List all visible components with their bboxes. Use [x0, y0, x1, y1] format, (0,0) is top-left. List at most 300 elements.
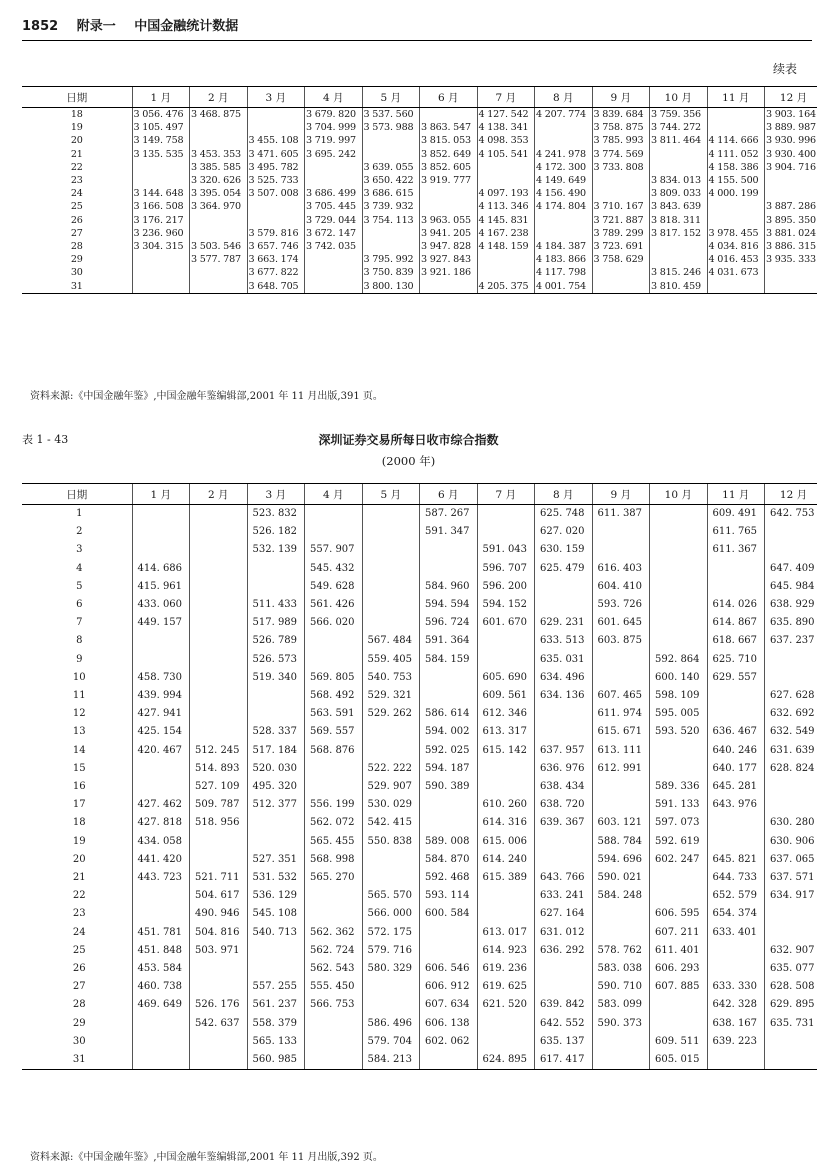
value-cell: [190, 632, 248, 650]
value-cell: 514. 893: [190, 760, 248, 778]
value-cell: [592, 541, 650, 559]
value-cell: [707, 578, 765, 596]
value-cell: 4 148. 159: [477, 240, 535, 253]
value-cell: 602. 062: [420, 1033, 478, 1051]
value-cell: [477, 505, 535, 524]
value-cell: [477, 253, 535, 266]
value-cell: [305, 266, 363, 279]
value-cell: 611. 765: [707, 523, 765, 541]
table-row: [22, 121, 817, 134]
month-column-header: 8 月: [535, 87, 593, 108]
value-cell: 639. 842: [535, 996, 593, 1014]
value-cell: [535, 851, 593, 869]
value-cell: [477, 523, 535, 541]
month-column-header: 8 月: [535, 484, 593, 505]
value-cell: [477, 632, 535, 650]
value-cell: 3 525. 733: [247, 174, 305, 187]
value-cell: [190, 651, 248, 669]
value-cell: 3 839. 684: [592, 108, 650, 122]
month-column-header: 12 月: [765, 484, 817, 505]
table-header-row: [22, 484, 817, 505]
table-row: [22, 796, 817, 814]
date-cell: 7: [76, 617, 83, 629]
value-cell: [305, 161, 363, 174]
value-cell: [132, 1015, 190, 1033]
value-cell: 3 785. 993: [592, 134, 650, 147]
value-cell: [190, 960, 248, 978]
value-cell: 624. 895: [477, 1051, 535, 1070]
value-cell: [765, 523, 817, 541]
value-cell: [132, 1033, 190, 1051]
value-cell: 427. 941: [132, 705, 190, 723]
value-cell: [707, 1051, 765, 1070]
date-column-header: 日期: [22, 484, 132, 505]
date-cell: 24: [70, 188, 83, 200]
date-cell: 15: [72, 762, 86, 774]
value-cell: 635. 031: [535, 651, 593, 669]
value-cell: 568. 492: [305, 687, 363, 705]
value-cell: 633. 401: [707, 924, 765, 942]
value-cell: 420. 467: [132, 742, 190, 760]
date-cell: 22: [72, 890, 86, 902]
value-cell: [707, 214, 765, 227]
value-cell: 3 963. 055: [420, 214, 478, 227]
date-cell: 22: [70, 161, 83, 173]
value-cell: 607. 885: [650, 978, 708, 996]
value-cell: 639. 367: [535, 814, 593, 832]
value-cell: [477, 1033, 535, 1051]
value-cell: [592, 1051, 650, 1070]
value-cell: 580. 329: [362, 960, 420, 978]
value-cell: 3 815. 246: [650, 266, 708, 279]
value-cell: 3 672. 147: [305, 227, 363, 240]
table-row: [22, 108, 817, 122]
value-cell: 458. 730: [132, 669, 190, 687]
value-cell: 583. 099: [592, 996, 650, 1014]
value-cell: 565. 133: [247, 1033, 305, 1051]
table-row: [22, 705, 817, 723]
date-cell: 26: [70, 214, 83, 226]
value-cell: [592, 924, 650, 942]
value-cell: 3 721. 887: [592, 214, 650, 227]
table-row: [22, 227, 817, 240]
value-cell: 3 881. 024: [765, 227, 817, 240]
value-cell: 3 935. 333: [765, 253, 817, 266]
value-cell: 517. 184: [247, 742, 305, 760]
date-cell: 10: [72, 671, 86, 683]
value-cell: 562. 543: [305, 960, 363, 978]
value-cell: 3 364. 970: [190, 200, 248, 213]
date-cell: 2: [76, 526, 83, 538]
value-cell: 632. 549: [765, 723, 817, 741]
value-cell: 637. 237: [765, 632, 817, 650]
value-cell: 590. 021: [592, 869, 650, 887]
value-cell: [190, 505, 248, 524]
month-column-header: 4 月: [305, 484, 363, 505]
value-cell: 569. 557: [305, 723, 363, 741]
value-cell: 614. 240: [477, 851, 535, 869]
month-column-header: 7 月: [477, 87, 535, 108]
value-cell: 565. 570: [362, 887, 420, 905]
value-cell: [650, 1015, 708, 1033]
value-cell: 610. 260: [477, 796, 535, 814]
month-column-header: 11 月: [707, 484, 765, 505]
date-cell: 27: [70, 227, 83, 239]
table-row: [22, 174, 817, 187]
value-cell: [305, 1051, 363, 1070]
value-cell: [592, 280, 650, 294]
value-cell: 3 468. 875: [190, 108, 248, 122]
value-cell: 629. 895: [765, 996, 817, 1014]
value-cell: [535, 978, 593, 996]
value-cell: 607. 634: [420, 996, 478, 1014]
value-cell: 566. 753: [305, 996, 363, 1014]
value-cell: 3 774. 569: [592, 148, 650, 161]
value-cell: 625. 710: [707, 651, 765, 669]
value-cell: 453. 584: [132, 960, 190, 978]
table-row: [22, 978, 817, 996]
value-cell: [420, 1051, 478, 1070]
table-row: [22, 924, 817, 942]
value-cell: 640. 246: [707, 742, 765, 760]
table-header-row: [22, 87, 817, 108]
month-column-header: 3 月: [247, 87, 305, 108]
value-cell: [765, 796, 817, 814]
table-row: [22, 723, 817, 741]
value-cell: [362, 869, 420, 887]
value-cell: 606. 546: [420, 960, 478, 978]
value-cell: [362, 996, 420, 1014]
value-cell: 3 947. 828: [420, 240, 478, 253]
value-cell: [707, 814, 765, 832]
value-cell: [592, 905, 650, 923]
value-cell: [477, 778, 535, 796]
value-cell: 511. 433: [247, 596, 305, 614]
value-cell: 612. 991: [592, 760, 650, 778]
value-cell: [132, 266, 190, 279]
value-cell: 556. 199: [305, 796, 363, 814]
value-cell: 579. 716: [362, 942, 420, 960]
value-cell: 605. 015: [650, 1051, 708, 1070]
value-cell: 588. 784: [592, 833, 650, 851]
page-number: 1852: [22, 19, 59, 34]
value-cell: 526. 789: [247, 632, 305, 650]
value-cell: 520. 030: [247, 760, 305, 778]
date-cell: 29: [72, 1017, 86, 1029]
value-cell: 427. 818: [132, 814, 190, 832]
value-cell: 3 863. 547: [420, 121, 478, 134]
value-cell: 3 930. 996: [765, 134, 817, 147]
value-cell: 3 686. 499: [305, 187, 363, 200]
table-row: [22, 760, 817, 778]
value-cell: 634. 136: [535, 687, 593, 705]
value-cell: 638. 167: [707, 1015, 765, 1033]
value-cell: [420, 687, 478, 705]
value-cell: 3 471. 605: [247, 148, 305, 161]
value-cell: 635. 077: [765, 960, 817, 978]
date-cell: 13: [72, 726, 86, 738]
value-cell: 635. 731: [765, 1015, 817, 1033]
value-cell: 645. 984: [765, 578, 817, 596]
value-cell: 3 663. 174: [247, 253, 305, 266]
value-cell: 584. 248: [592, 887, 650, 905]
value-cell: 540. 753: [362, 669, 420, 687]
value-cell: 545. 108: [247, 905, 305, 923]
value-cell: 441. 420: [132, 851, 190, 869]
value-cell: [650, 541, 708, 559]
table-row: [22, 578, 817, 596]
value-cell: 529. 262: [362, 705, 420, 723]
value-cell: 631. 012: [535, 924, 593, 942]
value-cell: [362, 541, 420, 559]
value-cell: 569. 805: [305, 669, 363, 687]
value-cell: [190, 1051, 248, 1070]
value-cell: 460. 738: [132, 978, 190, 996]
table-subtitle: (2000 年): [381, 454, 436, 468]
month-column-header: 5 月: [362, 87, 420, 108]
date-cell: 19: [72, 835, 86, 847]
value-cell: 3 503. 546: [190, 240, 248, 253]
value-cell: 632. 907: [765, 942, 817, 960]
value-cell: 606. 595: [650, 905, 708, 923]
value-cell: [362, 227, 420, 240]
value-cell: [765, 924, 817, 942]
value-cell: [190, 523, 248, 541]
value-cell: 3 927. 843: [420, 253, 478, 266]
value-cell: [650, 887, 708, 905]
value-cell: 634. 496: [535, 669, 593, 687]
value-cell: 593. 520: [650, 723, 708, 741]
value-cell: 591. 364: [420, 632, 478, 650]
value-cell: [592, 523, 650, 541]
value-cell: [765, 669, 817, 687]
value-cell: 561. 426: [305, 596, 363, 614]
value-cell: [362, 505, 420, 524]
date-cell: 17: [72, 799, 86, 811]
date-cell: 29: [70, 254, 83, 266]
value-cell: 584. 870: [420, 851, 478, 869]
value-cell: 565. 270: [305, 869, 363, 887]
value-cell: [247, 705, 305, 723]
value-cell: 526. 182: [247, 523, 305, 541]
value-cell: 529. 907: [362, 778, 420, 796]
value-cell: 518. 956: [190, 814, 248, 832]
value-cell: [477, 905, 535, 923]
value-cell: [190, 851, 248, 869]
table-row: [22, 505, 817, 524]
value-cell: 3 679. 820: [305, 108, 363, 122]
month-column-header: 1 月: [132, 87, 190, 108]
value-cell: 594. 696: [592, 851, 650, 869]
value-cell: 3 818. 311: [650, 214, 708, 227]
value-cell: 532. 139: [247, 541, 305, 559]
continued-index-table: [22, 86, 817, 294]
value-cell: [362, 134, 420, 147]
value-cell: 589. 336: [650, 778, 708, 796]
value-cell: 3 889. 987: [765, 121, 817, 134]
value-cell: 4 184. 387: [535, 240, 593, 253]
table-row: [22, 960, 817, 978]
date-cell: 21: [70, 148, 83, 160]
value-cell: [132, 760, 190, 778]
value-cell: 619. 236: [477, 960, 535, 978]
value-cell: [707, 705, 765, 723]
month-column-header: 12 月: [765, 87, 817, 108]
date-cell: 30: [70, 267, 83, 279]
value-cell: 636. 976: [535, 760, 593, 778]
value-cell: 451. 848: [132, 942, 190, 960]
value-cell: 549. 628: [305, 578, 363, 596]
value-cell: 3 810. 459: [650, 280, 708, 294]
value-cell: 613. 017: [477, 924, 535, 942]
value-cell: 490. 946: [190, 905, 248, 923]
value-cell: 596. 200: [477, 578, 535, 596]
value-cell: 615. 671: [592, 723, 650, 741]
value-cell: 609. 561: [477, 687, 535, 705]
value-cell: 579. 704: [362, 1033, 420, 1051]
value-cell: 4 105. 541: [477, 148, 535, 161]
month-column-header: 11 月: [707, 87, 765, 108]
value-cell: [707, 108, 765, 122]
table-row: [22, 814, 817, 832]
value-cell: [190, 705, 248, 723]
table-row: [22, 253, 817, 266]
value-cell: [190, 596, 248, 614]
value-cell: 625. 748: [535, 505, 593, 524]
value-cell: 3 705. 445: [305, 200, 363, 213]
value-cell: 590. 389: [420, 778, 478, 796]
value-cell: 600. 584: [420, 905, 478, 923]
value-cell: 594. 002: [420, 723, 478, 741]
value-cell: 443. 723: [132, 869, 190, 887]
value-cell: 522. 222: [362, 760, 420, 778]
value-cell: 614. 316: [477, 814, 535, 832]
value-cell: 568. 876: [305, 742, 363, 760]
date-cell: 4: [76, 562, 83, 574]
value-cell: 636. 467: [707, 723, 765, 741]
value-cell: [190, 560, 248, 578]
value-cell: [765, 778, 817, 796]
value-cell: 592. 025: [420, 742, 478, 760]
value-cell: [190, 669, 248, 687]
value-cell: [305, 887, 363, 905]
value-cell: 647. 409: [765, 560, 817, 578]
value-cell: 3 648. 705: [247, 280, 305, 294]
value-cell: 4 098. 353: [477, 134, 535, 147]
value-cell: 415. 961: [132, 578, 190, 596]
value-cell: [650, 505, 708, 524]
value-cell: 3 455. 108: [247, 134, 305, 147]
value-cell: 3 657. 746: [247, 240, 305, 253]
month-column-header: 3 月: [247, 484, 305, 505]
value-cell: 3 176. 217: [132, 214, 190, 227]
value-cell: 3 750. 839: [362, 266, 420, 279]
value-cell: [132, 1051, 190, 1070]
value-cell: 591. 043: [477, 541, 535, 559]
value-cell: 593. 726: [592, 596, 650, 614]
value-cell: [592, 174, 650, 187]
value-cell: [535, 723, 593, 741]
value-cell: 607. 465: [592, 687, 650, 705]
table-row: [22, 905, 817, 923]
date-cell: 25: [72, 944, 86, 956]
value-cell: 4 034. 816: [707, 240, 765, 253]
month-column-header: 1 月: [132, 484, 190, 505]
date-cell: 14: [72, 744, 86, 756]
value-cell: 3 320. 626: [190, 174, 248, 187]
table-row: [22, 742, 817, 760]
value-cell: 3 742. 035: [305, 240, 363, 253]
value-cell: 602. 247: [650, 851, 708, 869]
month-column-header: 6 月: [420, 484, 478, 505]
value-cell: 627. 628: [765, 687, 817, 705]
value-cell: [420, 924, 478, 942]
table-row: [22, 996, 817, 1014]
value-cell: [247, 960, 305, 978]
shenzhen-composite-index-table: [22, 483, 817, 1070]
value-cell: 451. 781: [132, 924, 190, 942]
table-row: [22, 632, 817, 650]
value-cell: 3 677. 822: [247, 266, 305, 279]
value-cell: [420, 814, 478, 832]
value-cell: 633. 513: [535, 632, 593, 650]
appendix-section: 附录一: [76, 19, 116, 34]
value-cell: 627. 020: [535, 523, 593, 541]
date-cell: 3: [76, 544, 83, 556]
date-cell: 30: [72, 1035, 86, 1047]
value-cell: [247, 814, 305, 832]
table-row: [22, 687, 817, 705]
value-cell: 586. 496: [362, 1015, 420, 1033]
value-cell: [132, 161, 190, 174]
value-cell: [362, 851, 420, 869]
header-rule: [22, 40, 812, 41]
value-cell: 605. 690: [477, 669, 535, 687]
value-cell: [190, 614, 248, 632]
value-cell: 545. 432: [305, 560, 363, 578]
value-cell: [707, 280, 765, 294]
value-cell: 3 843. 639: [650, 200, 708, 213]
table-row: [22, 148, 817, 161]
value-cell: 618. 667: [707, 632, 765, 650]
value-cell: 601. 670: [477, 614, 535, 632]
value-cell: 4 156. 490: [535, 187, 593, 200]
value-cell: 4 114. 666: [707, 134, 765, 147]
value-cell: 427. 462: [132, 796, 190, 814]
value-cell: 3 507. 008: [247, 187, 305, 200]
page-header: [22, 15, 812, 33]
value-cell: [650, 996, 708, 1014]
value-cell: 528. 337: [247, 723, 305, 741]
table-row: [22, 161, 817, 174]
date-cell: 24: [72, 926, 86, 938]
value-cell: 3 739. 932: [362, 200, 420, 213]
value-cell: 559. 405: [362, 651, 420, 669]
value-cell: [190, 134, 248, 147]
value-cell: 3 236. 960: [132, 227, 190, 240]
table-row: [22, 778, 817, 796]
month-column-header: 9 月: [592, 87, 650, 108]
value-cell: 512. 245: [190, 742, 248, 760]
value-cell: 631. 639: [765, 742, 817, 760]
value-cell: 4 149. 649: [535, 174, 593, 187]
date-cell: 31: [22, 1051, 132, 1070]
source-note: 资料来源:《中国金融年鉴》,中国金融年鉴编辑部,2001 年 11 月出版,392 页。: [30, 1152, 383, 1163]
value-cell: 584. 159: [420, 651, 478, 669]
value-cell: 587. 267: [420, 505, 478, 524]
value-cell: 536. 129: [247, 887, 305, 905]
value-cell: 562. 362: [305, 924, 363, 942]
